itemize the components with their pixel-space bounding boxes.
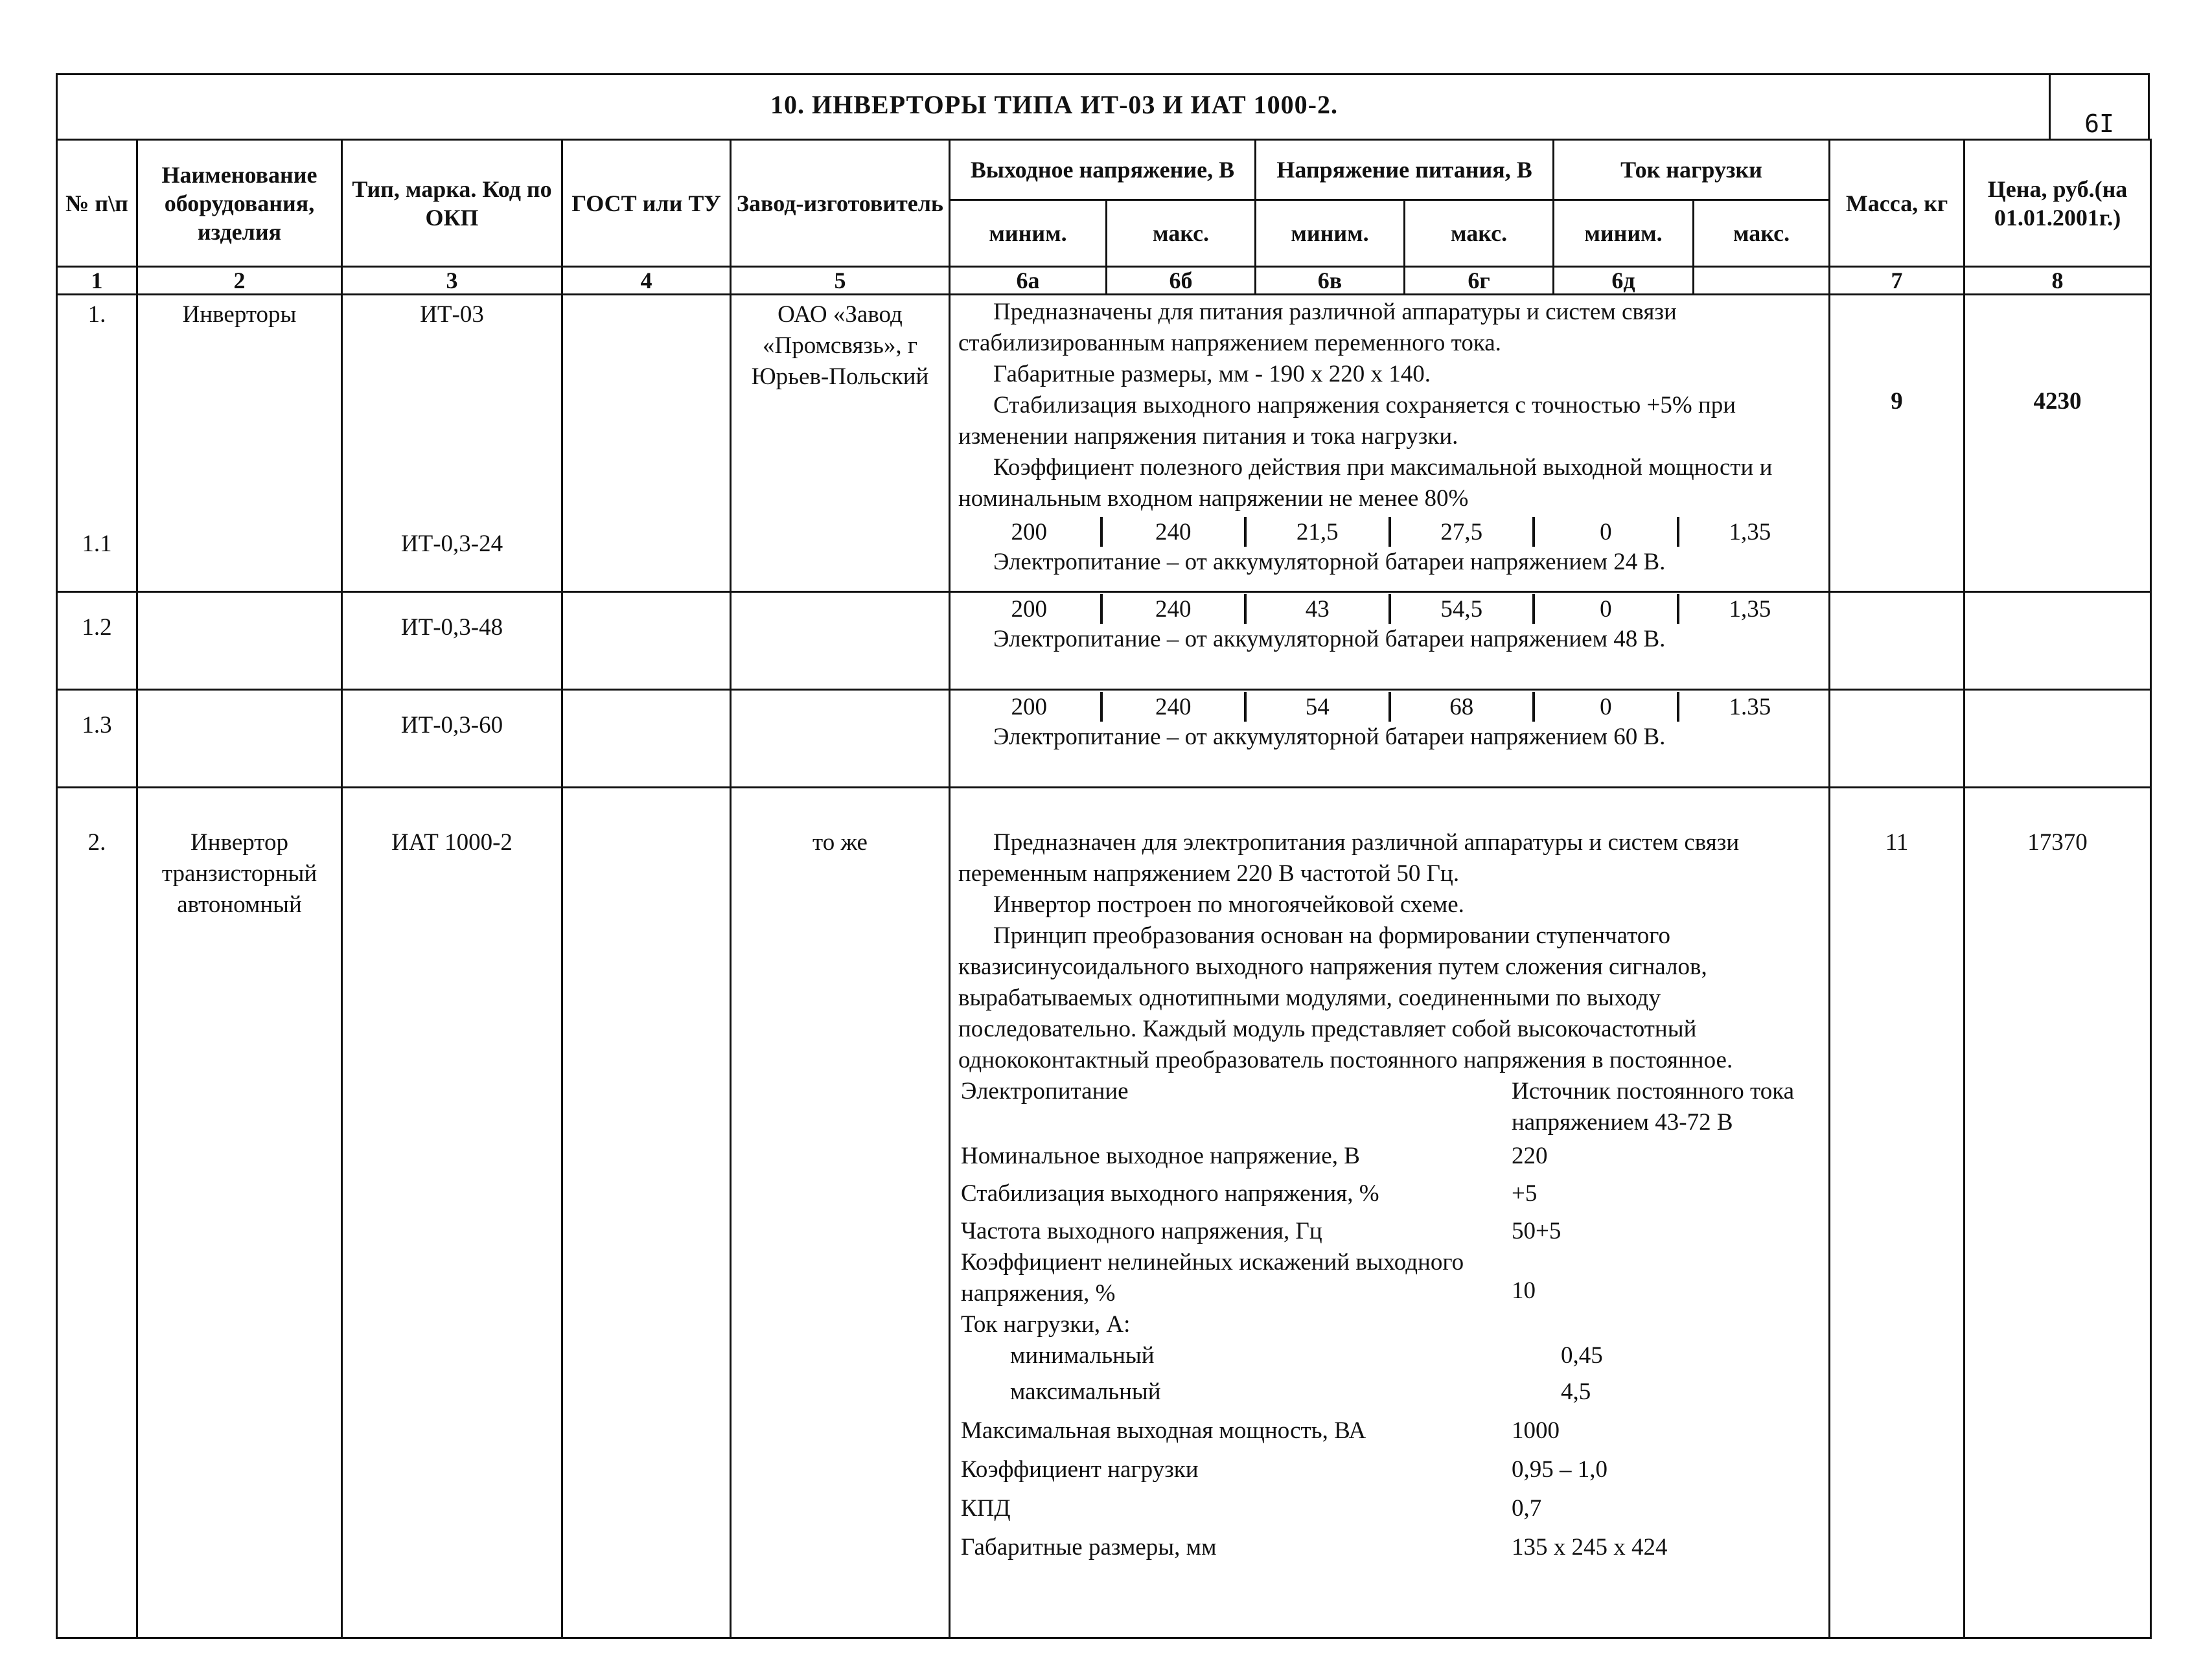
header-row-1 [57, 140, 2151, 200]
spec-label: Ток нагрузки, А: [961, 1311, 1131, 1338]
spec-label: Электропитание [961, 1078, 1129, 1104]
col-number: 8 [1964, 267, 2151, 295]
col-number: 2 [137, 267, 342, 295]
header-load-current: Ток нагрузки [1554, 140, 1830, 200]
spec-value: 135 х 245 х 424 [1512, 1534, 1668, 1561]
col-number: 4 [562, 267, 731, 295]
row-num-cell [57, 295, 137, 592]
item-name: Инверторы [137, 295, 342, 592]
supply-voltage-min: 21,5 [1247, 517, 1391, 547]
section-title: 10. ИНВЕРТОРЫ ТИПА ИТ-03 И ИАТ 1000-2. [770, 90, 1338, 119]
header-supply-voltage: Напряжение питания, В [1256, 140, 1554, 200]
out-voltage-max: 240 [1103, 692, 1247, 722]
spec-row [958, 1454, 1821, 1485]
inverter-table [56, 139, 2152, 1639]
header-max: макс. [1107, 200, 1256, 267]
parameter-values [958, 692, 1821, 722]
gost-cell [562, 788, 731, 1638]
description-text: Габаритные размеры, мм - 190 х 220 х 140. [993, 361, 1431, 387]
spec-label: минимальный [1010, 1342, 1155, 1369]
col-number: 3 [342, 267, 562, 295]
spec-list [958, 1076, 1821, 1563]
row-number: 2. [57, 788, 137, 1638]
header-num: № п\п [57, 140, 137, 267]
col-number: 6в [1256, 267, 1405, 295]
spec-label: Коэффициент нагрузки [961, 1456, 1199, 1483]
description-cell [950, 295, 1830, 592]
header-name: Наименование оборудования, изделия [137, 140, 342, 267]
col-number: 5 [731, 267, 950, 295]
manufacturer-empty [731, 592, 950, 690]
load-current-min: 0 [1535, 692, 1679, 722]
spec-row [958, 1309, 1821, 1340]
spec-value: Источник постоянного тока напряжением 43-72 В [1512, 1078, 1795, 1136]
supply-voltage-max: 54,5 [1391, 594, 1536, 624]
title-row [56, 73, 2150, 139]
spec-value: 1000 [1512, 1417, 1560, 1444]
price-empty [1964, 592, 2151, 690]
col-number: 6б [1107, 267, 1256, 295]
header-max: макс. [1405, 200, 1554, 267]
spec-label: Габаритные размеры, мм [961, 1534, 1217, 1561]
spec-value: 10 [1512, 1277, 1536, 1304]
description-text: Предназначены для питания различной аппаратуры и систем связи стабилизированным напряжением переменного тока. [958, 299, 1677, 356]
spec-label: КПД [961, 1495, 1011, 1522]
gost-cell [562, 295, 731, 592]
row-number: 1.2 [57, 592, 137, 690]
description-text: Принцип преобразования основан на формировании ступенчатого квазисинусоидального выходного напряжения путем сложения сигналов, вырабатываемых однотипными модулями, соединенными по выходу последовательно. Каждый модуль представляет собой высокочастотный однококонтактный преобразователь постоянного напряжения в постоянное. [958, 922, 1733, 1073]
row-number: 1.3 [57, 690, 137, 788]
gost-cell [562, 592, 731, 690]
spec-label: Максимальная выходная мощность, ВА [961, 1417, 1366, 1444]
table-row [57, 690, 2151, 788]
spec-label: Коэффициент нелинейных искажений выходного напряжения, % [961, 1249, 1464, 1307]
header-type: Тип, марка. Код по ОКП [342, 140, 562, 267]
col-number [1694, 267, 1830, 295]
header-mass: Масса, кг [1830, 140, 1964, 267]
out-voltage-min: 200 [958, 594, 1103, 624]
spec-label: Частота выходного напряжения, Гц [961, 1218, 1322, 1244]
item-type: ИАТ 1000-2 [342, 788, 562, 1638]
header-out-voltage: Выходное напряжение, В [950, 140, 1256, 200]
supply-voltage-max: 68 [1391, 692, 1536, 722]
spec-value: 0,95 – 1,0 [1512, 1456, 1607, 1483]
spec-row [958, 1532, 1821, 1563]
supply-voltage-max: 27,5 [1391, 517, 1536, 547]
description-cell [950, 690, 1830, 788]
power-supply-note: Электропитание – от аккумуляторной батареи напряжением 24 В. [993, 549, 1666, 575]
mass-empty [1830, 690, 1964, 788]
power-supply-note: Электропитание – от аккумуляторной батареи напряжением 60 В. [993, 724, 1666, 750]
header-price: Цена, руб.(на 01.01.2001г.) [1964, 140, 2151, 267]
price-value: 4230 [1964, 295, 2151, 592]
item-name-empty [137, 592, 342, 690]
spec-value: +5 [1512, 1180, 1538, 1207]
spec-label: максимальный [1010, 1378, 1161, 1405]
manufacturer: ОАО «Завод «Промсвязь», г Юрьев-Польский [731, 295, 950, 592]
header-maker: Завод-изготовитель [731, 140, 950, 267]
supply-voltage-min: 54 [1247, 692, 1391, 722]
header-min: миним. [950, 200, 1107, 267]
page-number: 6I [2049, 75, 2148, 139]
spec-row [958, 1141, 1821, 1172]
spec-row [958, 1493, 1821, 1524]
spec-row [958, 1247, 1821, 1309]
description-text: Предназначен для электропитания различной аппаратуры и систем связи переменным напряжением 220 В частотой 50 Гц. [958, 829, 1740, 887]
col-number: 1 [57, 267, 137, 295]
mass-value: 11 [1830, 788, 1964, 1638]
col-number: 6а [950, 267, 1107, 295]
item-type: ИТ-03 [420, 301, 484, 328]
parameter-values [958, 517, 1821, 547]
load-current-min: 0 [1535, 517, 1679, 547]
col-number: 7 [1830, 267, 1964, 295]
spec-value [1512, 1309, 1821, 1340]
gost-cell [562, 690, 731, 788]
header-gost: ГОСТ или ТУ [562, 140, 731, 267]
table-row [57, 295, 2151, 592]
mass-empty [1830, 592, 1964, 690]
spec-value: 0,7 [1512, 1495, 1542, 1522]
col-number: 6г [1405, 267, 1554, 295]
row-number: 1.1 [82, 531, 112, 557]
description-text: Коэффициент полезного действия при максимальной выходной мощности и номинальным входном напряжении не менее 80% [958, 454, 1773, 512]
manufacturer: то же [731, 788, 950, 1638]
spec-value: 4,5 [1561, 1378, 1591, 1405]
description-text: Стабилизация выходного напряжения сохраняется с точностью +5% при изменении напряжения питания и тока нагрузки. [958, 392, 1736, 450]
spec-label: Стабилизация выходного напряжения, % [961, 1180, 1379, 1207]
manufacturer-empty [731, 690, 950, 788]
row-number: 1. [87, 301, 106, 328]
supply-voltage-min: 43 [1247, 594, 1391, 624]
description-text: Инвертор построен по многоячейковой схеме. [993, 891, 1464, 918]
spec-label: Номинальное выходное напряжение, В [961, 1143, 1360, 1169]
price-value: 17370 [1964, 788, 2151, 1638]
table-row [57, 592, 2151, 690]
item-name: Инвертор транзисторный автономный [137, 788, 342, 1638]
header-max: макс. [1694, 200, 1830, 267]
item-type: ИТ-0,3-48 [342, 592, 562, 690]
parameter-values [958, 594, 1821, 624]
spec-row [958, 1415, 1821, 1447]
spec-value: 0,45 [1561, 1342, 1603, 1369]
col-number: 6д [1554, 267, 1694, 295]
header-min: миним. [1554, 200, 1694, 267]
out-voltage-max: 240 [1103, 517, 1247, 547]
item-type: ИТ-0,3-24 [400, 531, 503, 557]
table-row [57, 788, 2151, 1638]
spec-value: 50+5 [1512, 1218, 1561, 1244]
document-sheet [56, 73, 2150, 1639]
spec-row [958, 1216, 1821, 1247]
header-min: миним. [1256, 200, 1405, 267]
mass-value: 9 [1830, 295, 1964, 592]
item-type: ИТ-0,3-60 [342, 690, 562, 788]
spec-row [958, 1076, 1821, 1138]
load-current-max: 1,35 [1729, 596, 1771, 623]
item-name-empty [137, 690, 342, 788]
load-current-min: 0 [1535, 594, 1679, 624]
price-empty [1964, 690, 2151, 788]
column-number-row [57, 267, 2151, 295]
load-current-max: 1.35 [1729, 694, 1771, 720]
out-voltage-max: 240 [1103, 594, 1247, 624]
load-current-max: 1,35 [1729, 519, 1771, 545]
spec-value: 220 [1512, 1143, 1548, 1169]
description-cell [950, 592, 1830, 690]
power-supply-note: Электропитание – от аккумуляторной батареи напряжением 48 В. [993, 626, 1666, 652]
out-voltage-min: 200 [958, 517, 1103, 547]
spec-row [958, 1178, 1821, 1209]
spec-row [958, 1377, 1821, 1408]
type-cell [342, 295, 562, 592]
spec-row [958, 1340, 1821, 1371]
out-voltage-min: 200 [958, 692, 1103, 722]
description-cell [950, 788, 1830, 1638]
